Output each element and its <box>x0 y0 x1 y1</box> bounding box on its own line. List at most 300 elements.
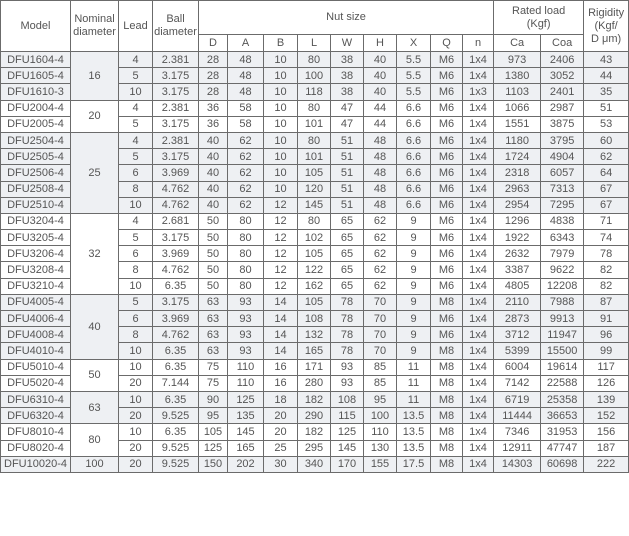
cell-n: 1x4 <box>463 100 494 116</box>
cell-q: M6 <box>431 262 463 278</box>
cell-model: DFU2506-4 <box>1 165 71 181</box>
cell-ca: 2110 <box>494 294 541 310</box>
cell-a: 80 <box>228 230 264 246</box>
cell-nominal-diameter: 80 <box>71 424 119 456</box>
cell-model: DFU6320-4 <box>1 408 71 424</box>
cell-lead: 4 <box>119 132 153 148</box>
cell-q: M6 <box>431 213 463 229</box>
cell-l: 165 <box>298 343 331 359</box>
cell-coa: 4838 <box>541 213 584 229</box>
cell-b: 30 <box>264 456 298 472</box>
cell-ball: 2.381 <box>153 52 199 68</box>
cell-b: 10 <box>264 52 298 68</box>
cell-a: 62 <box>228 132 264 148</box>
cell-h: 70 <box>364 327 397 343</box>
cell-ca: 2873 <box>494 311 541 327</box>
cell-w: 145 <box>331 440 364 456</box>
header-rated-load <box>494 1 584 35</box>
header-rated-load-line1: Rated load <box>512 4 566 17</box>
cell-n: 1x4 <box>463 68 494 84</box>
table-row <box>1 100 629 116</box>
cell-coa: 6343 <box>541 230 584 246</box>
table-row <box>1 132 629 148</box>
cell-rigidity: 156 <box>584 424 629 440</box>
cell-coa: 12208 <box>541 278 584 294</box>
cell-rigidity: 71 <box>584 213 629 229</box>
cell-l: 105 <box>298 246 331 262</box>
cell-b: 18 <box>264 391 298 407</box>
cell-rigidity: 35 <box>584 84 629 100</box>
cell-w: 78 <box>331 311 364 327</box>
cell-n: 1x4 <box>463 278 494 294</box>
cell-d: 63 <box>199 294 228 310</box>
cell-ball: 4.762 <box>153 197 199 213</box>
cell-d: 105 <box>199 424 228 440</box>
cell-h: 62 <box>364 230 397 246</box>
cell-coa: 19614 <box>541 359 584 375</box>
cell-l: 108 <box>298 311 331 327</box>
cell-x: 11 <box>397 359 431 375</box>
cell-q: M6 <box>431 165 463 181</box>
cell-ca: 3712 <box>494 327 541 343</box>
cell-q: M6 <box>431 68 463 84</box>
cell-ca: 973 <box>494 52 541 68</box>
cell-w: 47 <box>331 116 364 132</box>
cell-b: 16 <box>264 359 298 375</box>
cell-ca: 14303 <box>494 456 541 472</box>
cell-x: 9 <box>397 213 431 229</box>
table-row <box>1 456 629 472</box>
cell-n: 1x4 <box>463 197 494 213</box>
cell-a: 48 <box>228 84 264 100</box>
cell-l: 101 <box>298 116 331 132</box>
cell-q: M6 <box>431 116 463 132</box>
cell-ball: 6.35 <box>153 359 199 375</box>
cell-d: 50 <box>199 230 228 246</box>
cell-coa: 6057 <box>541 165 584 181</box>
cell-n: 1x4 <box>463 375 494 391</box>
cell-l: 182 <box>298 391 331 407</box>
cell-n: 1x4 <box>463 213 494 229</box>
cell-ca: 1180 <box>494 132 541 148</box>
cell-coa: 2406 <box>541 52 584 68</box>
cell-ca: 1922 <box>494 230 541 246</box>
cell-h: 48 <box>364 197 397 213</box>
cell-a: 202 <box>228 456 264 472</box>
cell-l: 80 <box>298 213 331 229</box>
cell-ball: 3.969 <box>153 165 199 181</box>
cell-lead: 10 <box>119 359 153 375</box>
cell-b: 10 <box>264 181 298 197</box>
cell-model: DFU3206-4 <box>1 246 71 262</box>
cell-d: 150 <box>199 456 228 472</box>
cell-model: DFU8020-4 <box>1 440 71 456</box>
cell-ball: 6.35 <box>153 343 199 359</box>
cell-lead: 5 <box>119 230 153 246</box>
cell-model: DFU2508-4 <box>1 181 71 197</box>
cell-d: 28 <box>199 68 228 84</box>
cell-h: 100 <box>364 408 397 424</box>
cell-model: DFU2005-4 <box>1 116 71 132</box>
cell-n: 1x4 <box>463 116 494 132</box>
header-b: B <box>264 35 298 52</box>
cell-q: M8 <box>431 408 463 424</box>
cell-d: 40 <box>199 165 228 181</box>
cell-w: 51 <box>331 165 364 181</box>
cell-ball: 2.381 <box>153 100 199 116</box>
cell-lead: 4 <box>119 213 153 229</box>
cell-a: 58 <box>228 100 264 116</box>
cell-h: 70 <box>364 311 397 327</box>
cell-coa: 9913 <box>541 311 584 327</box>
cell-n: 1x4 <box>463 440 494 456</box>
cell-ca: 2963 <box>494 181 541 197</box>
cell-x: 5.5 <box>397 68 431 84</box>
cell-l: 290 <box>298 408 331 424</box>
cell-b: 10 <box>264 68 298 84</box>
cell-rigidity: 126 <box>584 375 629 391</box>
cell-w: 47 <box>331 100 364 116</box>
cell-a: 93 <box>228 294 264 310</box>
cell-lead: 8 <box>119 181 153 197</box>
cell-nominal-diameter: 25 <box>71 132 119 213</box>
cell-x: 5.5 <box>397 52 431 68</box>
cell-nominal-diameter: 16 <box>71 52 119 101</box>
cell-n: 1x4 <box>463 408 494 424</box>
cell-h: 62 <box>364 213 397 229</box>
cell-b: 10 <box>264 100 298 116</box>
cell-n: 1x4 <box>463 327 494 343</box>
cell-model: DFU2510-4 <box>1 197 71 213</box>
cell-lead: 20 <box>119 456 153 472</box>
header-nut-size: Nut size <box>199 1 494 35</box>
cell-d: 90 <box>199 391 228 407</box>
cell-d: 95 <box>199 408 228 424</box>
cell-h: 95 <box>364 391 397 407</box>
header-n: n <box>463 35 494 52</box>
cell-b: 10 <box>264 132 298 148</box>
cell-b: 14 <box>264 327 298 343</box>
cell-ball: 9.525 <box>153 408 199 424</box>
cell-n: 1x4 <box>463 391 494 407</box>
cell-model: DFU3205-4 <box>1 230 71 246</box>
cell-x: 5.5 <box>397 84 431 100</box>
cell-ca: 1380 <box>494 68 541 84</box>
cell-rigidity: 53 <box>584 116 629 132</box>
cell-d: 63 <box>199 327 228 343</box>
cell-l: 171 <box>298 359 331 375</box>
cell-b: 12 <box>264 262 298 278</box>
cell-h: 48 <box>364 181 397 197</box>
cell-w: 38 <box>331 68 364 84</box>
cell-ca: 2632 <box>494 246 541 262</box>
cell-nominal-diameter: 20 <box>71 100 119 132</box>
cell-model: DFU3208-4 <box>1 262 71 278</box>
cell-x: 9 <box>397 262 431 278</box>
cell-lead: 8 <box>119 327 153 343</box>
cell-n: 1x4 <box>463 424 494 440</box>
cell-model: DFU8010-4 <box>1 424 71 440</box>
cell-coa: 22588 <box>541 375 584 391</box>
cell-l: 280 <box>298 375 331 391</box>
cell-rigidity: 96 <box>584 327 629 343</box>
cell-d: 125 <box>199 440 228 456</box>
cell-w: 51 <box>331 132 364 148</box>
cell-w: 125 <box>331 424 364 440</box>
cell-b: 16 <box>264 375 298 391</box>
cell-n: 1x4 <box>463 456 494 472</box>
cell-ball: 6.35 <box>153 424 199 440</box>
header-rated-load-line2: (Kgf) <box>526 17 551 30</box>
cell-a: 125 <box>228 391 264 407</box>
cell-rigidity: 91 <box>584 311 629 327</box>
cell-h: 85 <box>364 375 397 391</box>
cell-h: 110 <box>364 424 397 440</box>
cell-ca: 2954 <box>494 197 541 213</box>
cell-q: M6 <box>431 181 463 197</box>
cell-x: 11 <box>397 391 431 407</box>
cell-h: 130 <box>364 440 397 456</box>
cell-h: 48 <box>364 132 397 148</box>
cell-lead: 5 <box>119 116 153 132</box>
cell-a: 62 <box>228 197 264 213</box>
cell-x: 9 <box>397 230 431 246</box>
cell-model: DFU2504-4 <box>1 132 71 148</box>
cell-rigidity: 117 <box>584 359 629 375</box>
header-h: H <box>364 35 397 52</box>
cell-b: 10 <box>264 116 298 132</box>
cell-d: 28 <box>199 84 228 100</box>
header-rigidity <box>584 1 629 52</box>
header-l: L <box>298 35 331 52</box>
cell-d: 36 <box>199 116 228 132</box>
cell-a: 145 <box>228 424 264 440</box>
cell-a: 110 <box>228 375 264 391</box>
cell-ca: 2318 <box>494 165 541 181</box>
cell-b: 10 <box>264 84 298 100</box>
cell-q: M6 <box>431 84 463 100</box>
cell-lead: 10 <box>119 84 153 100</box>
cell-l: 118 <box>298 84 331 100</box>
cell-rigidity: 67 <box>584 197 629 213</box>
cell-ca: 7346 <box>494 424 541 440</box>
cell-lead: 4 <box>119 100 153 116</box>
cell-rigidity: 139 <box>584 391 629 407</box>
cell-d: 50 <box>199 213 228 229</box>
cell-coa: 2401 <box>541 84 584 100</box>
cell-n: 1x4 <box>463 294 494 310</box>
cell-a: 80 <box>228 278 264 294</box>
cell-ball: 9.525 <box>153 440 199 456</box>
header-x: X <box>397 35 431 52</box>
cell-n: 1x4 <box>463 359 494 375</box>
header-lead: Lead <box>119 1 153 52</box>
header-rigidity-line1: Rigidity <box>588 6 625 19</box>
cell-w: 38 <box>331 84 364 100</box>
table-header <box>1 1 629 52</box>
cell-w: 38 <box>331 52 364 68</box>
cell-d: 63 <box>199 343 228 359</box>
cell-w: 78 <box>331 294 364 310</box>
cell-n: 1x4 <box>463 343 494 359</box>
cell-a: 62 <box>228 149 264 165</box>
cell-l: 102 <box>298 230 331 246</box>
cell-a: 93 <box>228 343 264 359</box>
header-ca: Ca <box>494 35 541 52</box>
cell-rigidity: 99 <box>584 343 629 359</box>
cell-h: 44 <box>364 100 397 116</box>
header-q: Q <box>431 35 463 52</box>
cell-coa: 11947 <box>541 327 584 343</box>
cell-q: M8 <box>431 424 463 440</box>
cell-coa: 9622 <box>541 262 584 278</box>
cell-coa: 15500 <box>541 343 584 359</box>
cell-w: 78 <box>331 343 364 359</box>
cell-w: 51 <box>331 197 364 213</box>
cell-a: 93 <box>228 327 264 343</box>
cell-w: 65 <box>331 262 364 278</box>
cell-rigidity: 222 <box>584 456 629 472</box>
cell-lead: 8 <box>119 262 153 278</box>
cell-ca: 4805 <box>494 278 541 294</box>
cell-ball: 7.144 <box>153 375 199 391</box>
cell-lead: 20 <box>119 408 153 424</box>
cell-q: M6 <box>431 246 463 262</box>
cell-a: 165 <box>228 440 264 456</box>
table-row <box>1 391 629 407</box>
cell-b: 12 <box>264 230 298 246</box>
cell-b: 10 <box>264 149 298 165</box>
cell-ball: 3.175 <box>153 116 199 132</box>
cell-h: 40 <box>364 84 397 100</box>
cell-ca: 1724 <box>494 149 541 165</box>
cell-lead: 5 <box>119 68 153 84</box>
cell-coa: 31953 <box>541 424 584 440</box>
cell-model: DFU6310-4 <box>1 391 71 407</box>
cell-w: 78 <box>331 327 364 343</box>
cell-l: 122 <box>298 262 331 278</box>
cell-b: 10 <box>264 165 298 181</box>
cell-w: 93 <box>331 359 364 375</box>
cell-b: 14 <box>264 311 298 327</box>
cell-model: DFU3210-4 <box>1 278 71 294</box>
cell-w: 65 <box>331 213 364 229</box>
cell-l: 295 <box>298 440 331 456</box>
cell-ball: 2.681 <box>153 213 199 229</box>
cell-ball: 3.175 <box>153 230 199 246</box>
cell-x: 6.6 <box>397 181 431 197</box>
cell-n: 1x4 <box>463 149 494 165</box>
cell-q: M8 <box>431 294 463 310</box>
cell-model: DFU1610-3 <box>1 84 71 100</box>
cell-x: 6.6 <box>397 197 431 213</box>
cell-n: 1x4 <box>463 262 494 278</box>
cell-ball: 6.35 <box>153 391 199 407</box>
cell-nominal-diameter: 100 <box>71 456 119 472</box>
cell-ball: 3.175 <box>153 84 199 100</box>
cell-l: 132 <box>298 327 331 343</box>
header-rigidity-line2: (Kgf/ <box>594 19 618 32</box>
cell-rigidity: 43 <box>584 52 629 68</box>
cell-d: 36 <box>199 100 228 116</box>
cell-n: 1x3 <box>463 84 494 100</box>
cell-n: 1x4 <box>463 181 494 197</box>
cell-l: 105 <box>298 294 331 310</box>
cell-coa: 4904 <box>541 149 584 165</box>
cell-d: 40 <box>199 132 228 148</box>
cell-d: 40 <box>199 181 228 197</box>
cell-h: 48 <box>364 165 397 181</box>
cell-l: 145 <box>298 197 331 213</box>
header-nominal-diameter <box>71 1 119 52</box>
cell-h: 62 <box>364 246 397 262</box>
cell-w: 170 <box>331 456 364 472</box>
cell-a: 62 <box>228 165 264 181</box>
cell-q: M8 <box>431 375 463 391</box>
cell-n: 1x4 <box>463 311 494 327</box>
cell-ca: 6004 <box>494 359 541 375</box>
cell-n: 1x4 <box>463 165 494 181</box>
cell-ca: 7142 <box>494 375 541 391</box>
cell-x: 9 <box>397 343 431 359</box>
cell-x: 6.6 <box>397 149 431 165</box>
cell-rigidity: 51 <box>584 100 629 116</box>
cell-d: 50 <box>199 262 228 278</box>
cell-n: 1x4 <box>463 246 494 262</box>
cell-ball: 4.762 <box>153 181 199 197</box>
cell-x: 6.6 <box>397 132 431 148</box>
cell-q: M6 <box>431 132 463 148</box>
cell-d: 40 <box>199 197 228 213</box>
cell-w: 65 <box>331 246 364 262</box>
cell-l: 162 <box>298 278 331 294</box>
cell-a: 80 <box>228 213 264 229</box>
table-row <box>1 213 629 229</box>
cell-rigidity: 82 <box>584 262 629 278</box>
cell-l: 80 <box>298 52 331 68</box>
cell-x: 11 <box>397 375 431 391</box>
cell-model: DFU4006-4 <box>1 311 71 327</box>
header-nominal-line1: Nominal <box>74 13 115 25</box>
cell-x: 9 <box>397 278 431 294</box>
cell-ca: 1103 <box>494 84 541 100</box>
cell-b: 25 <box>264 440 298 456</box>
cell-a: 80 <box>228 246 264 262</box>
cell-ca: 5399 <box>494 343 541 359</box>
cell-model: DFU10020-4 <box>1 456 71 472</box>
cell-x: 6.6 <box>397 165 431 181</box>
cell-ball: 4.762 <box>153 262 199 278</box>
cell-n: 1x4 <box>463 230 494 246</box>
cell-coa: 3875 <box>541 116 584 132</box>
cell-l: 105 <box>298 165 331 181</box>
cell-lead: 4 <box>119 52 153 68</box>
cell-n: 1x4 <box>463 132 494 148</box>
cell-rigidity: 152 <box>584 408 629 424</box>
cell-d: 28 <box>199 52 228 68</box>
cell-x: 9 <box>397 294 431 310</box>
cell-a: 48 <box>228 68 264 84</box>
cell-l: 101 <box>298 149 331 165</box>
cell-coa: 25358 <box>541 391 584 407</box>
cell-model: DFU5020-4 <box>1 375 71 391</box>
cell-b: 12 <box>264 197 298 213</box>
cell-lead: 10 <box>119 278 153 294</box>
cell-x: 13.5 <box>397 408 431 424</box>
cell-ca: 6719 <box>494 391 541 407</box>
cell-d: 50 <box>199 278 228 294</box>
header-nominal-line2: diameter <box>73 26 116 38</box>
